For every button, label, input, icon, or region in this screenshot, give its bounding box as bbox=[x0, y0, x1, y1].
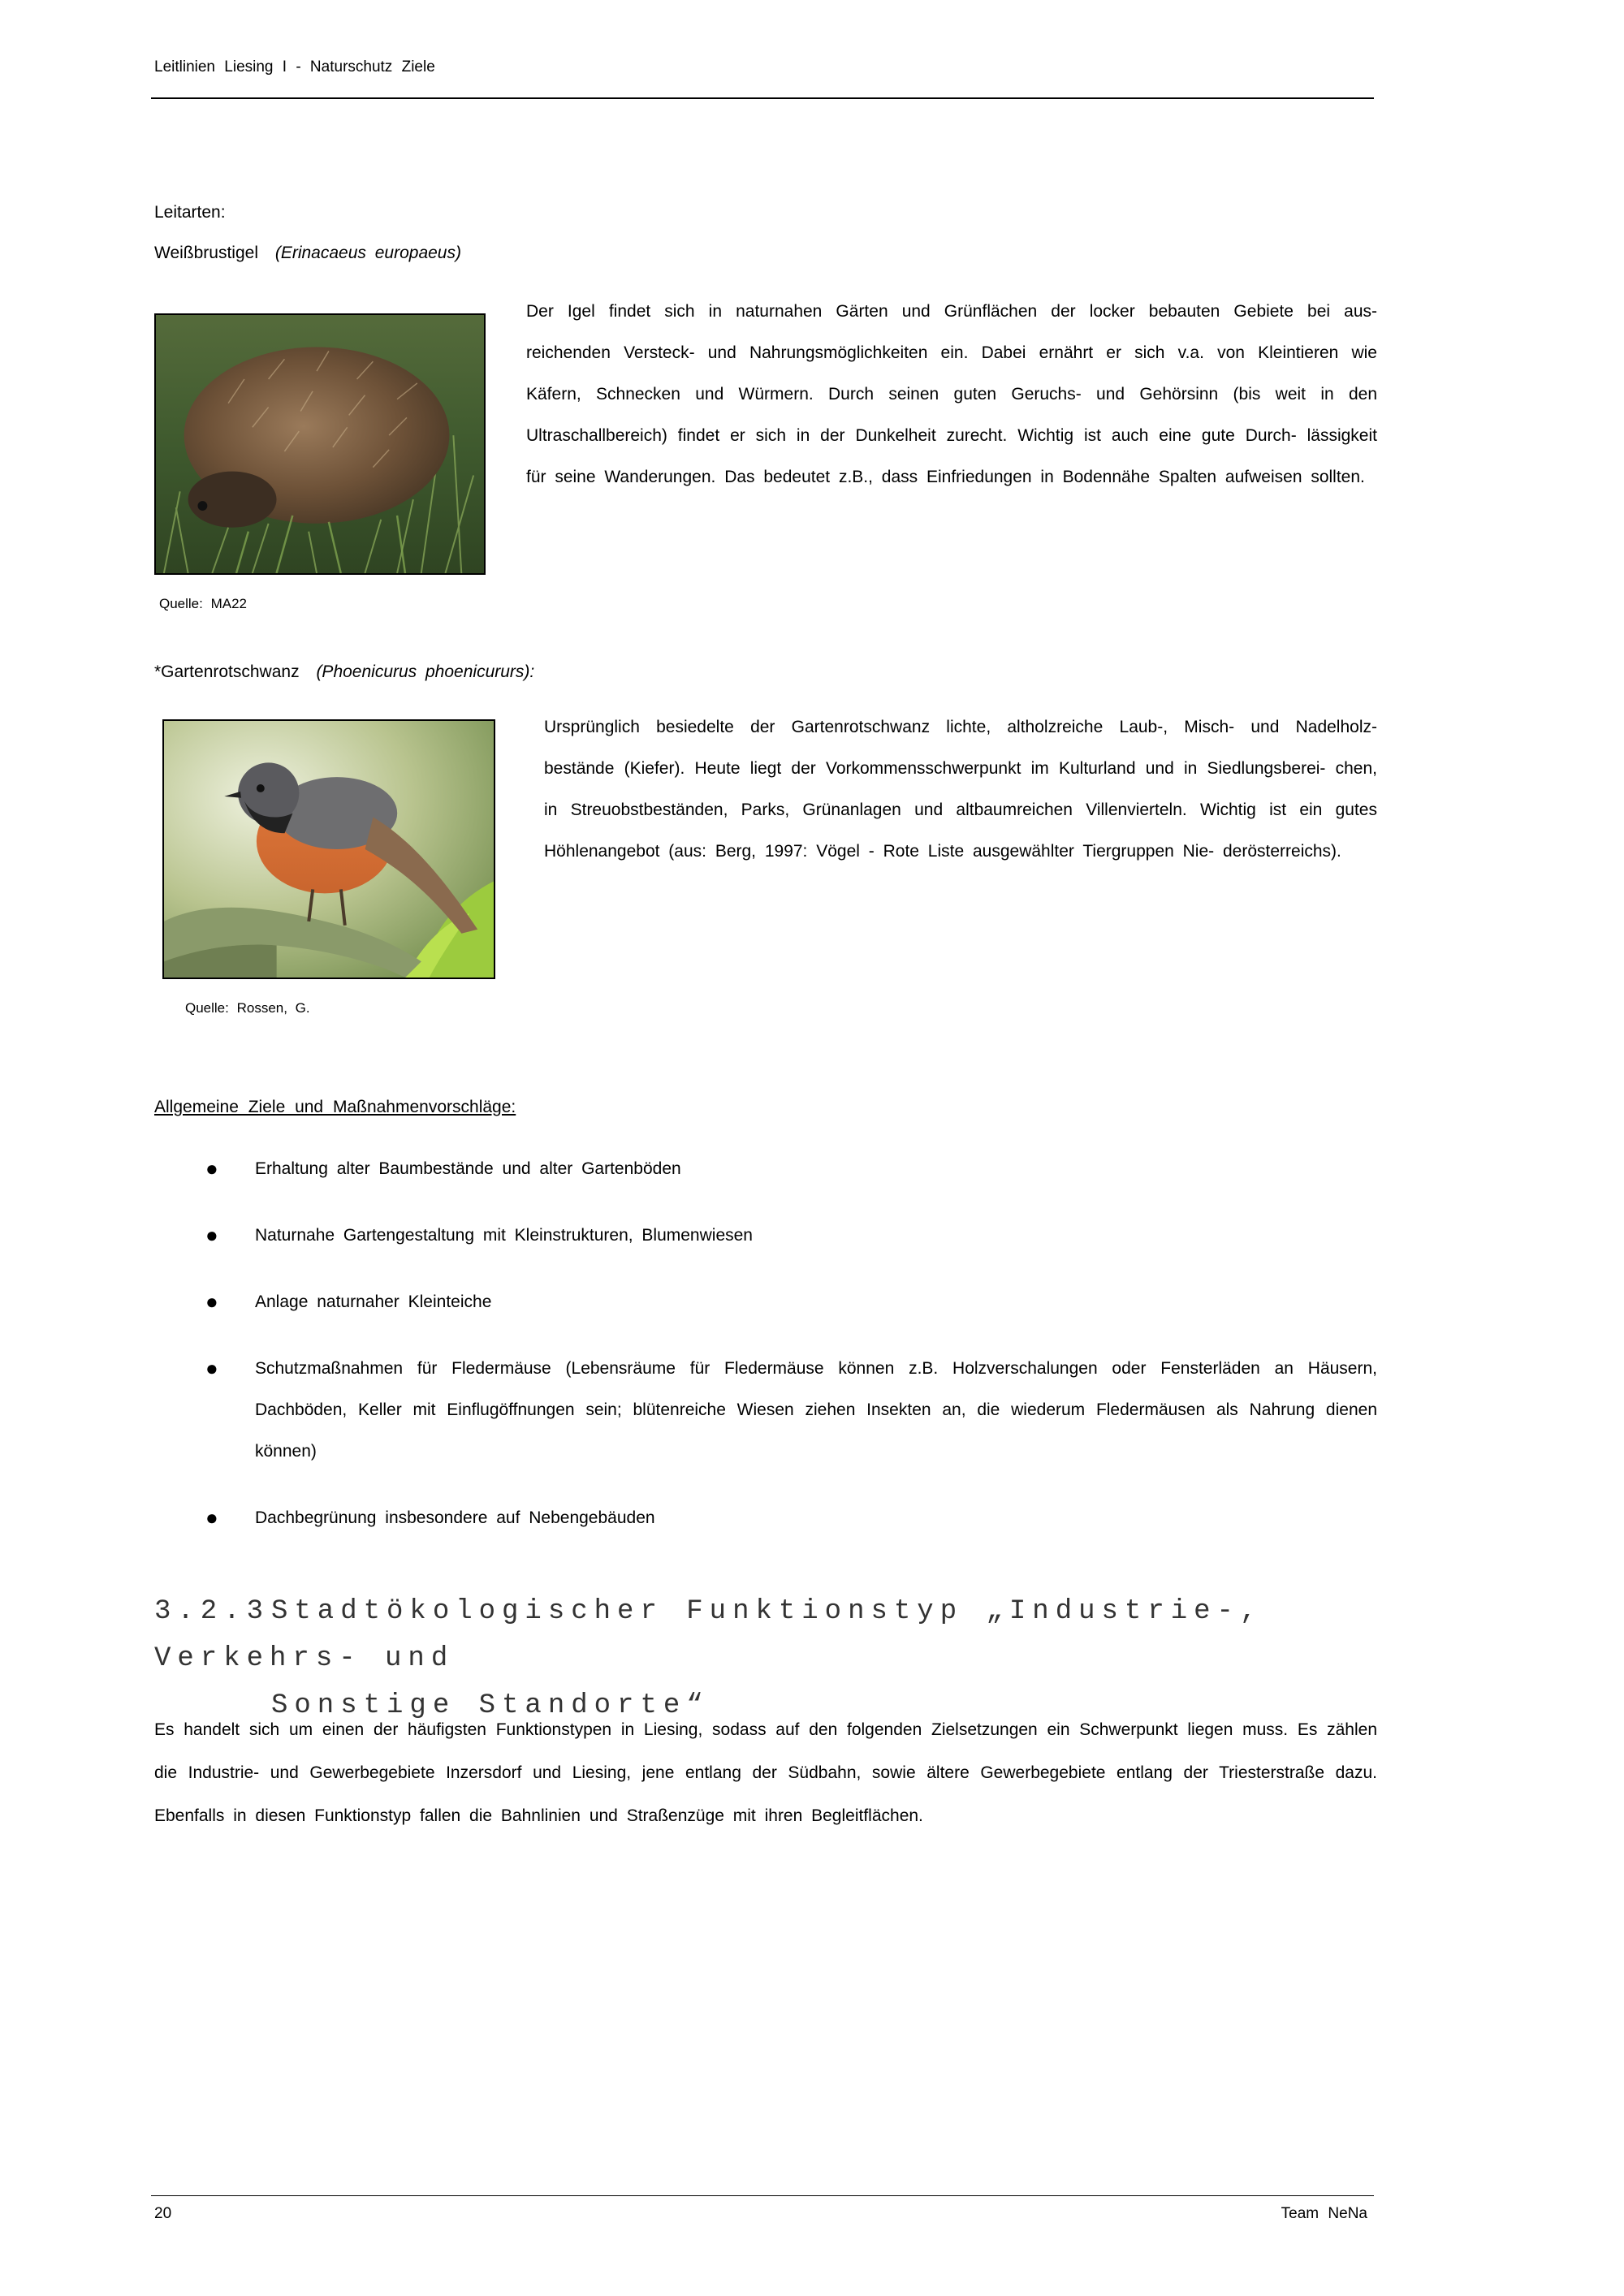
section-heading-line1 bbox=[154, 1588, 1389, 1682]
list-item bbox=[203, 1148, 1377, 1189]
measures-list bbox=[203, 1148, 1377, 1564]
hedgehog-source: Quelle: MA22 bbox=[159, 596, 247, 611]
page-number: 20 bbox=[154, 2205, 172, 2222]
bullet-icon: ● bbox=[205, 1156, 218, 1180]
list-item-text: Naturnahe Gartengestaltung mit Kleinstrukturen, Blumenwiesen bbox=[255, 1226, 753, 1245]
redstart-source: Quelle: Rossen, G. bbox=[185, 1000, 310, 1016]
redstart-title bbox=[154, 662, 534, 682]
list-item bbox=[203, 1281, 1377, 1323]
list-item-text: Anlage naturnaher Kleinteiche bbox=[255, 1293, 492, 1311]
hedgehog-common-name: Weißbrustigel bbox=[154, 244, 258, 262]
measures-heading: Allgemeine Ziele und Maßnahmenvorschläge: bbox=[154, 1098, 516, 1116]
redstart-latin-name: (Phoenicurus phoenicururs): bbox=[316, 662, 535, 681]
header-rule bbox=[151, 97, 1374, 99]
hedgehog-photo bbox=[154, 313, 486, 575]
redstart-bird-photo bbox=[162, 719, 495, 979]
section-title-line1: Stadtökologischer Funktionstyp „Industrie-, Verkehrs- und bbox=[154, 1596, 1263, 1674]
footer-rule bbox=[151, 2195, 1374, 2196]
list-item-text: Dachbegrünung insbesondere auf Nebengebäuden bbox=[255, 1508, 655, 1527]
running-header: Leitlinien Liesing I - Naturschutz Ziele bbox=[154, 58, 435, 76]
list-item bbox=[203, 1497, 1377, 1539]
hedgehog-latin-name: (Erinacaeus europaeus) bbox=[274, 244, 461, 262]
hedgehog-title bbox=[154, 244, 461, 263]
bullet-icon: ● bbox=[205, 1505, 218, 1530]
list-item bbox=[203, 1215, 1377, 1256]
hedgehog-description: Der Igel findet sich in naturnahen Gärten und Grünflächen der locker bebauten Gebiete bei aus- reichenden Versteck- und Nahrungsmöglichkeiten ein. Dabei ernährt er sich v.a. von Kleintieren wie Käfern, Schnecken und Würmern. Durch seinen guten Geruchs- und Gehörsinn (bis weit in den Ultraschallbereich) findet er sich in der Dunkelheit zurecht. Wichtig ist auch eine gute Durch- lässigkeit für seine Wanderungen. Das bedeutet z.B., dass Einfriedungen in Bodennähe Spalten aufweisen sollten. bbox=[526, 302, 1377, 486]
footer-team: Team NeNa bbox=[1281, 2205, 1367, 2222]
section-title-line2: Sonstige Standorte“ bbox=[271, 1690, 710, 1721]
bullet-icon: ● bbox=[205, 1223, 218, 1247]
leitarten-label: Leitarten: bbox=[154, 203, 226, 222]
section-number: 3.2.3 bbox=[154, 1596, 270, 1627]
list-item-text: Erhaltung alter Baumbestände und alter Gartenböden bbox=[255, 1159, 681, 1178]
bullet-icon: ● bbox=[205, 1356, 218, 1380]
redstart-description: Ursprünglich besiedelte der Gartenrotschwanz lichte, altholzreiche Laub-, Misch- und Nadelholz- bestände (Kiefer). Heute liegt der Vorkommensschwerpunkt im Kulturland und in Siedlungsberei- chen, in Streuobstbeständen, Parks, Grünanlagen und altbaumreichen Villenvierteln. Wichtig ist ein gutes Höhlenangebot (aus: Berg, 1997: Vögel - Rote Liste ausgewählter Tiergruppen Nie- derösterreichs). bbox=[544, 718, 1377, 861]
bullet-icon: ● bbox=[205, 1289, 218, 1314]
redstart-common-name: *Gartenrotschwanz bbox=[154, 662, 300, 681]
section-body: Es handelt sich um einen der häufigsten Funktionstypen in Liesing, sodass auf den folgenden Zielsetzungen ein Schwerpunkt liegen muss. Es zählen die Industrie- und Gewerbegebiete Inzersdorf und Liesing, jene entlang der Südbahn, sowie ältere Gewerbegebiete entlang der Triesterstraße dazu. Ebenfalls in diesen Funktionstyp fallen die Bahnlinien und Straßenzüge mit ihren Begleitflächen. bbox=[154, 1720, 1377, 1825]
list-item-text: Schutzmaßnahmen für Fledermäuse (Lebensräume für Fledermäuse können z.B. Holzverschalungen oder Fensterläden an Häusern, Dachböden, Keller mit Einflugöffnungen sein; blütenreiche Wiesen ziehen Insekten an, die wiederum Fledermäusen als Nahrung dienen können) bbox=[255, 1359, 1377, 1461]
list-item bbox=[203, 1348, 1377, 1472]
